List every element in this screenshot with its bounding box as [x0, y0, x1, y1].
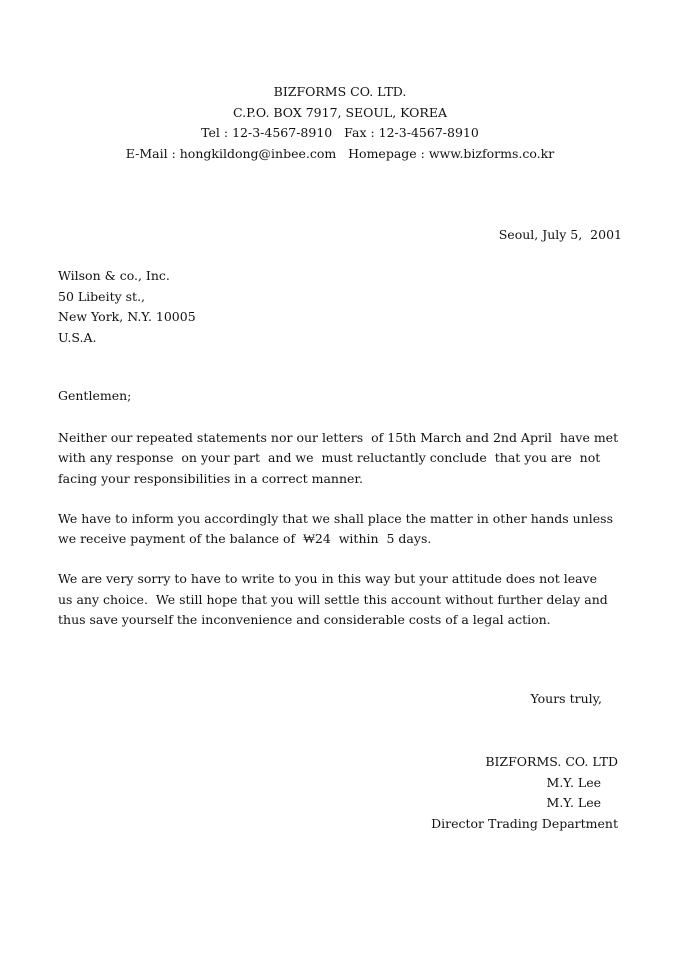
- recipient-address: [58, 266, 196, 348]
- paragraph-1: [58, 428, 619, 489]
- signature-company: BIZFORMS. CO. LTD: [485, 754, 618, 769]
- signature-block: [431, 752, 618, 834]
- paragraph-2: [58, 509, 613, 550]
- signature-name-1: M.Y. Lee: [546, 774, 601, 790]
- paragraph-1-line-2: with any response on your part and we must reluctantly conclude that you are not: [58, 450, 601, 466]
- paragraph-1-line-3: facing your responsibilities in a correct manner.: [58, 470, 363, 486]
- letterhead: [0, 82, 680, 164]
- paragraph-3-line-2: us any choice. We still hope that you will settle this account without further delay and: [58, 591, 608, 607]
- recipient-line-1: Wilson & co., Inc.: [58, 268, 170, 283]
- letter-date: Seoul, July 5, 2001: [498, 227, 622, 242]
- letterhead-online: E-Mail : hongkildong@inbee.com Homepage : www.bizforms.co.kr: [125, 145, 555, 161]
- letterhead-contact: Tel : 12-3-4567-8910 Fax : 12-3-4567-8910: [201, 125, 479, 140]
- paragraph-2-line-1: We have to inform you accordingly that we shall place the matter in other hands unless: [58, 510, 613, 526]
- paragraph-3-line-1: We are very sorry to have to write to you in this way but your attitude does not leave: [58, 571, 598, 587]
- recipient-line-3: New York, N.Y. 10005: [58, 309, 196, 324]
- paragraph-2-line-2: we receive payment of the balance of ₩24 within 5 days.: [58, 531, 432, 547]
- paragraph-3-line-3: thus save yourself the inconvenience and considerable costs of a legal action.: [58, 612, 551, 628]
- paragraph-1-line-1: Neither our repeated statements nor our letters of 15th March and 2nd April have met: [58, 430, 619, 445]
- signature-title: Director Trading Department: [431, 815, 618, 831]
- letterhead-address: C.P.O. BOX 7917, SEOUL, KOREA: [232, 104, 447, 120]
- signature-name-2: M.Y. Lee: [546, 795, 601, 810]
- paragraph-3: [58, 569, 608, 630]
- letterhead-company: BIZFORMS CO. LTD.: [273, 84, 407, 99]
- closing: Yours truly,: [530, 691, 602, 706]
- recipient-line-2: 50 Libeity st.,: [58, 288, 146, 304]
- letter-body: [58, 428, 619, 650]
- recipient-line-4: U.S.A.: [58, 329, 97, 345]
- salutation: Gentlemen;: [58, 388, 132, 403]
